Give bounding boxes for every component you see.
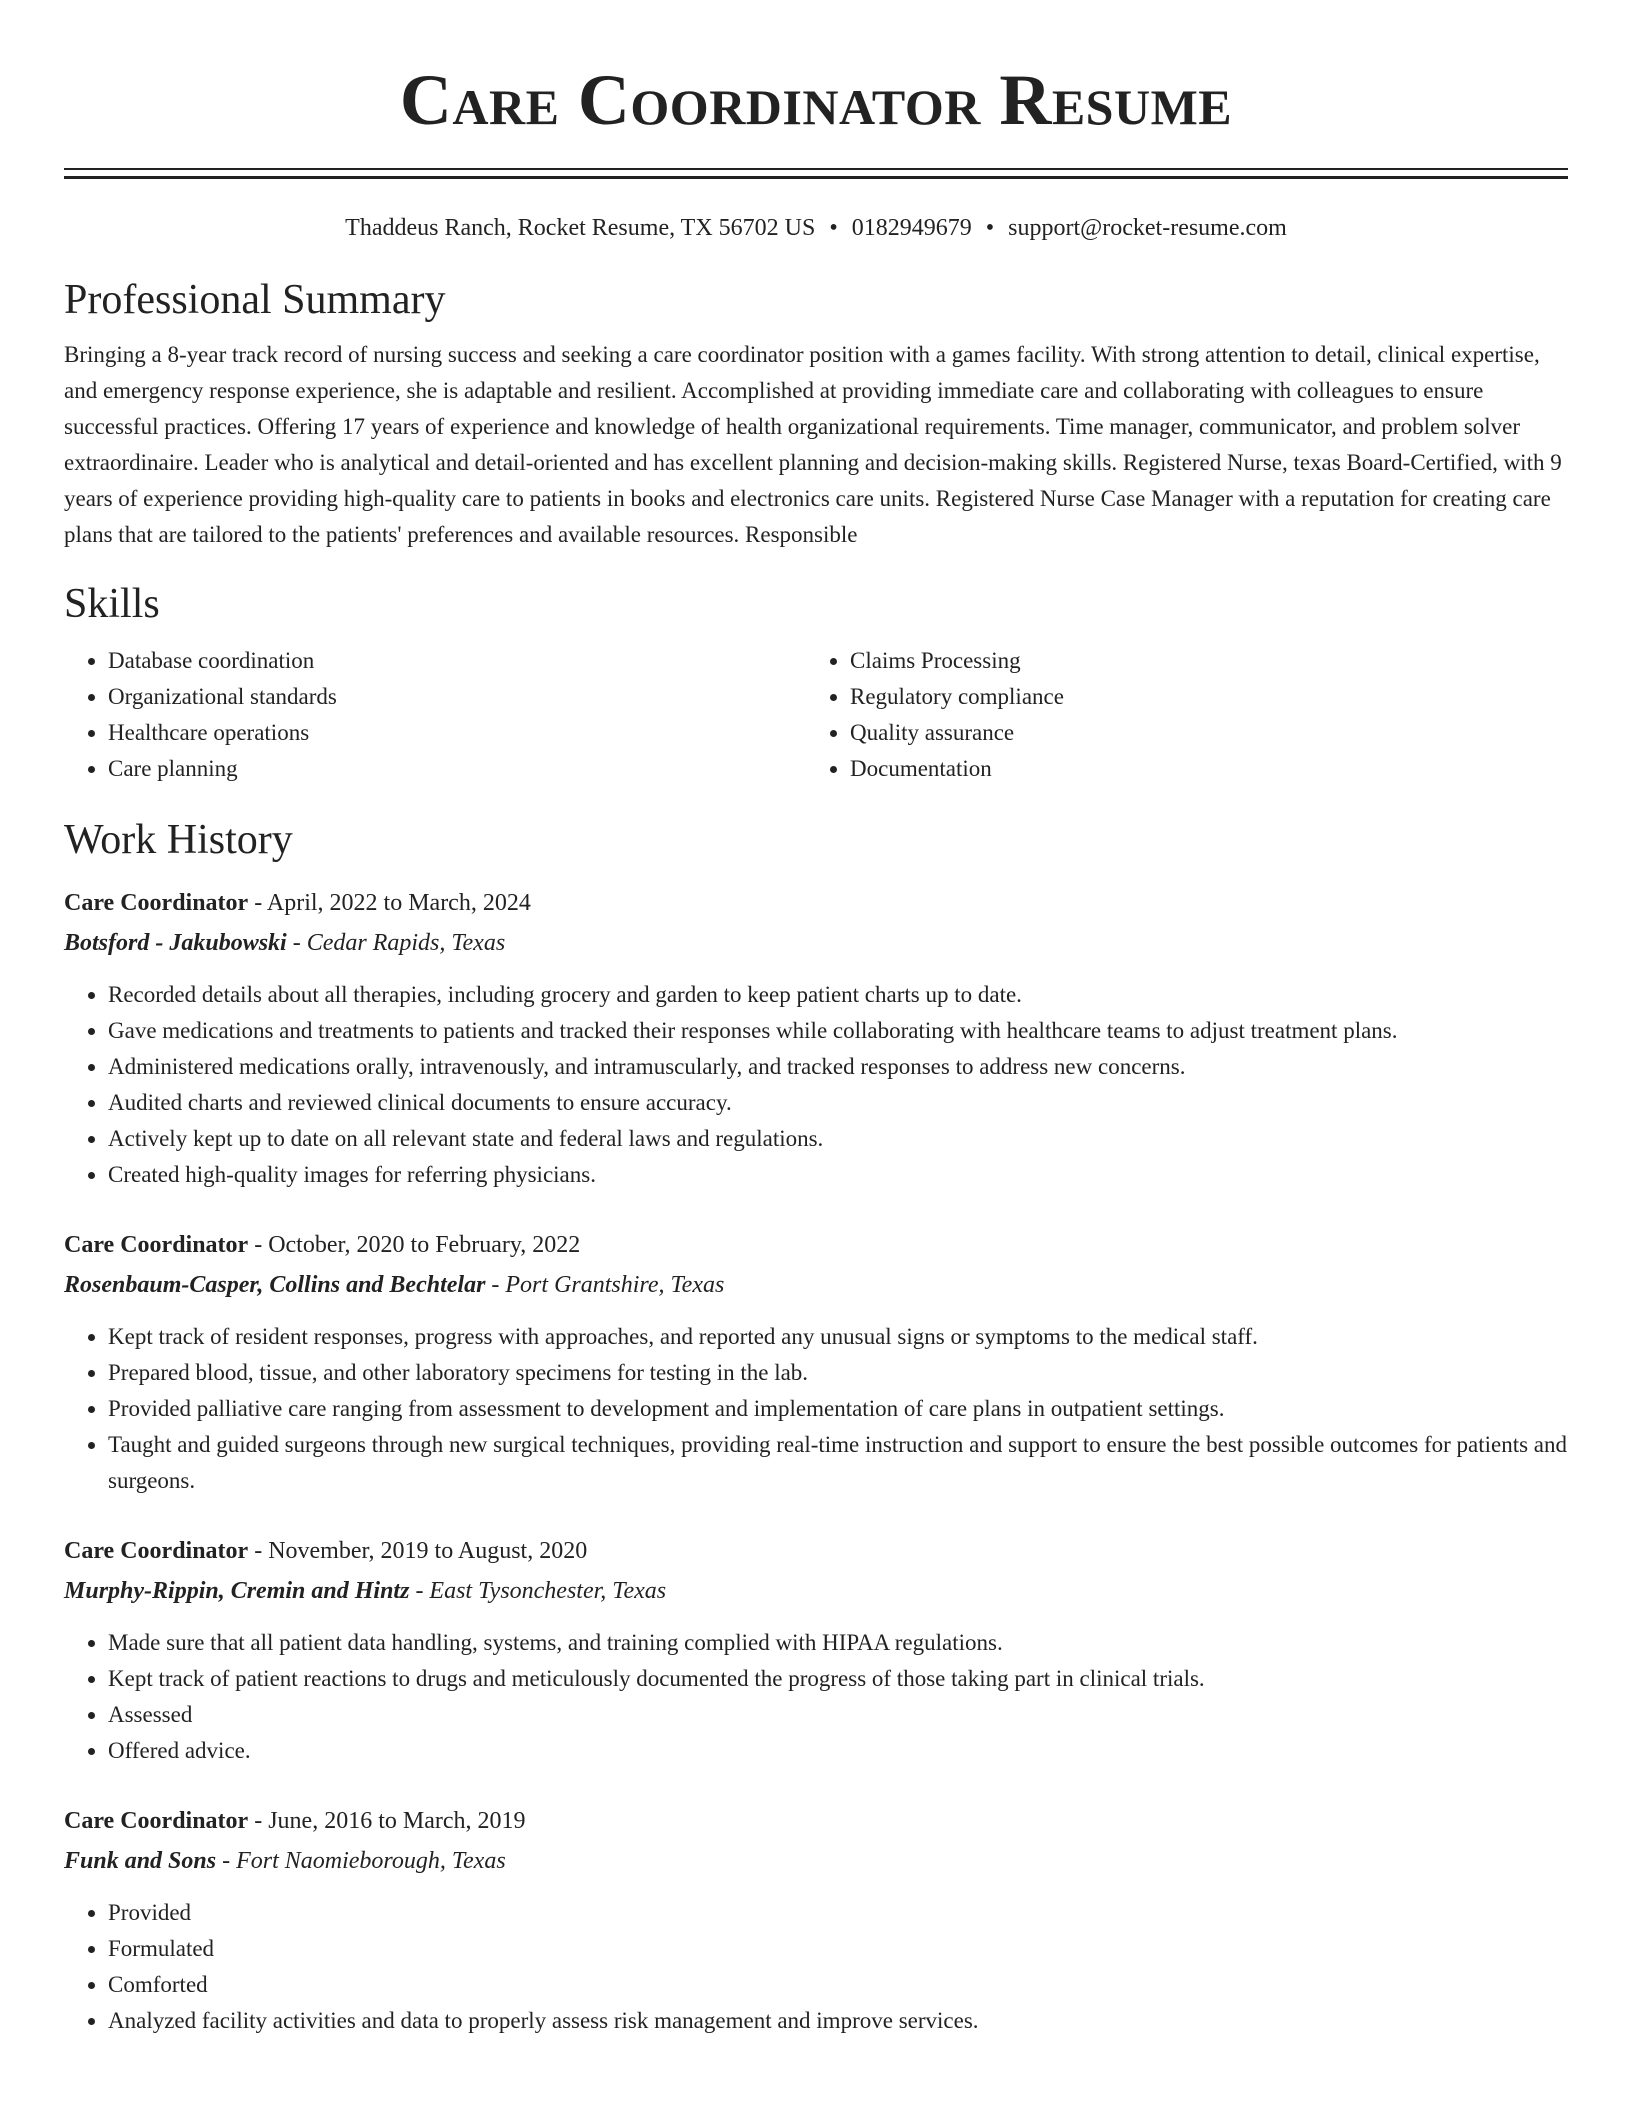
job-company: Rosenbaum-Casper, Collins and Bechtelar	[64, 1272, 486, 1298]
job-bullet: • Actively kept up to date on all relevant state and federal laws and regulations.	[108, 1121, 1568, 1157]
job-company: Botsford - Jakubowski	[64, 930, 287, 956]
job-entry	[64, 1801, 1568, 2039]
job-title-line	[64, 1225, 1568, 1265]
job-bullet: • Offered advice.	[108, 1733, 1568, 1769]
work-history-heading: Work History	[64, 817, 293, 863]
job-role: Care Coordinator	[64, 1538, 249, 1564]
title-rule-bottom	[64, 176, 1568, 179]
job-dates: - April, 2022 to March, 2024	[248, 890, 531, 916]
job-dates: - October, 2020 to February, 2022	[248, 1232, 581, 1258]
job-bullet: • Created high-quality images for referring physicians.	[108, 1157, 1568, 1193]
job-bullet: • Analyzed facility activities and data to properly assess risk management and improve services.	[108, 2003, 1568, 2039]
contact-line	[64, 212, 1568, 244]
job-entry	[64, 1225, 1568, 1499]
skills-column-left	[64, 643, 806, 787]
job-bullet: • Prepared blood, tissue, and other laboratory specimens for testing in the lab.	[108, 1355, 1568, 1391]
job-role: Care Coordinator	[64, 1232, 249, 1258]
job-bullet: • Gave medications and treatments to patients and tracked their responses while collaborating with healthcare teams to adjust treatment plans.	[108, 1013, 1568, 1049]
job-company: Murphy-Rippin, Cremin and Hintz	[64, 1578, 410, 1604]
job-company: Funk and Sons	[64, 1848, 217, 1874]
job-entry	[64, 883, 1568, 1193]
job-bullet: • Formulated	[108, 1931, 1568, 1967]
job-bullet: • Provided palliative care ranging from assessment to development and implementation of care plans in outpatient settings.	[108, 1391, 1568, 1427]
resume-title: Care Coordinator Resume	[399, 60, 1233, 140]
job-bullet: • Kept track of patient reactions to drugs and meticulously documented the progress of those taking part in clinical trials.	[108, 1661, 1568, 1697]
job-bullets	[64, 1625, 1568, 1769]
skill-item: • Database coordination	[108, 643, 806, 679]
contact-address: Thaddeus Ranch, Rocket Resume, TX 56702 US	[345, 215, 816, 241]
job-bullet: • Recorded details about all therapies, including grocery and garden to keep patient charts up to date.	[108, 977, 1568, 1013]
title-rule-top	[64, 168, 1568, 170]
job-bullet: • Taught and guided surgeons through new surgical techniques, providing real-time instruction and support to ensure the best possible outcomes for patients and surgeons.	[108, 1427, 1568, 1499]
job-dates: - June, 2016 to March, 2019	[248, 1808, 526, 1834]
job-bullets	[64, 977, 1568, 1193]
contact-email: support@rocket-resume.com	[1008, 215, 1287, 241]
skills-list	[64, 643, 1568, 787]
job-location: - Port Grantshire, Texas	[485, 1272, 725, 1298]
skill-item: • Healthcare operations	[108, 715, 806, 751]
summary-heading: Professional Summary	[64, 277, 446, 323]
contact-separator: •	[829, 215, 838, 241]
job-entry	[64, 1531, 1568, 1769]
job-bullet: • Assessed	[108, 1697, 1568, 1733]
job-bullet: • Kept track of resident responses, progress with approaches, and reported any unusual signs or symptoms to the medical staff.	[108, 1319, 1568, 1355]
job-title-line	[64, 1531, 1568, 1571]
job-bullets	[64, 1895, 1568, 2039]
job-title-line	[64, 883, 1568, 923]
summary-text: Bringing a 8-year track record of nursing success and seeking a care coordinator position with a games facility. With strong attention to detail, clinical expertise, and emergency response experience, she is adaptable and resilient. Accomplished at providing immediate care and collaborating with colleagues to ensure successful practices. Offering 17 years of experience and knowledge of health organizational requirements. Time manager, communicator, and problem solver extraordinaire. Leader who is analytical and detail-oriented and has excellent planning and decision-making skills. Registered Nurse, texas Board-Certified, with 9 years of experience providing high-quality care to patients in books and electronics care units. Registered Nurse Case Manager with a reputation for creating care plans that are tailored to the patients' preferences and available resources. Responsible	[64, 342, 1562, 547]
skill-item: • Organizational standards	[108, 679, 806, 715]
job-bullet: • Made sure that all patient data handling, systems, and training complied with HIPAA regulations.	[108, 1625, 1568, 1661]
job-location: - East Tysonchester, Texas	[409, 1578, 667, 1604]
job-bullet: • Comforted	[108, 1967, 1568, 2003]
job-company-line	[64, 1265, 1568, 1305]
skill-item: • Documentation	[850, 751, 1548, 787]
job-company-line	[64, 1571, 1568, 1611]
skills-column-right	[806, 643, 1548, 787]
resume-page	[64, 0, 1568, 2039]
contact-phone: 0182949679	[851, 215, 972, 241]
job-bullets	[64, 1319, 1568, 1499]
contact-separator: •	[985, 215, 995, 241]
job-location: - Cedar Rapids, Texas	[286, 930, 506, 956]
job-title-line	[64, 1801, 1568, 1841]
job-company-line	[64, 923, 1568, 963]
job-role: Care Coordinator	[64, 1808, 249, 1834]
job-role: Care Coordinator	[64, 890, 249, 916]
skill-item: • Care planning	[108, 751, 806, 787]
job-bullet: • Audited charts and reviewed clinical documents to ensure accuracy.	[108, 1085, 1568, 1121]
job-dates: - November, 2019 to August, 2020	[248, 1538, 588, 1564]
skill-item: • Quality assurance	[850, 715, 1548, 751]
job-company-line	[64, 1841, 1568, 1881]
job-bullet: • Administered medications orally, intravenously, and intramuscularly, and tracked responses to address new concerns.	[108, 1049, 1568, 1085]
job-location: - Fort Naomieborough, Texas	[216, 1848, 506, 1874]
job-bullet: • Provided	[108, 1895, 1568, 1931]
skill-item: • Regulatory compliance	[850, 679, 1548, 715]
skills-heading: Skills	[64, 581, 160, 627]
skill-item: • Claims Processing	[850, 643, 1548, 679]
